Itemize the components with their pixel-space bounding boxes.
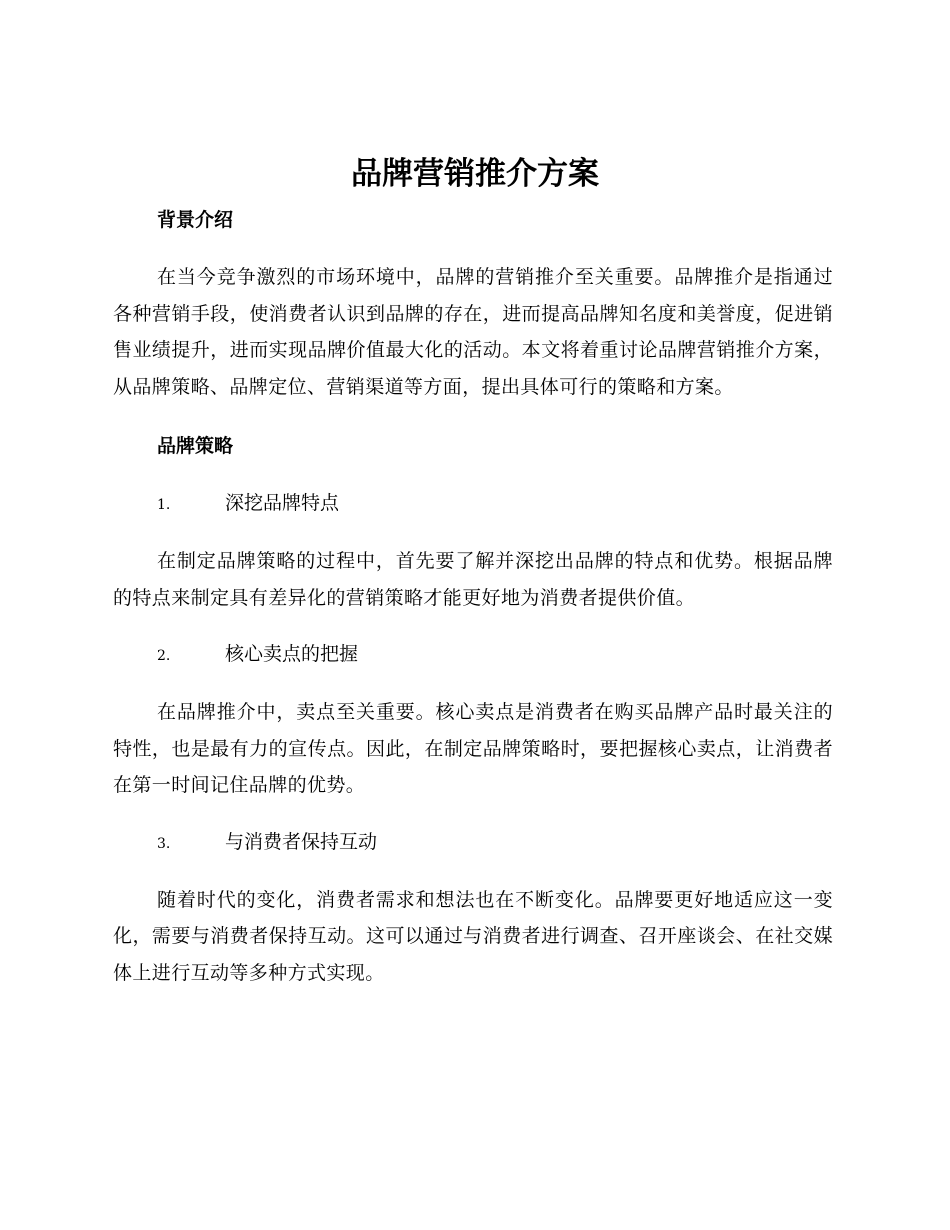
strategy-paragraph: 随着时代的变化，消费者需求和想法也在不断变化。品牌要更好地适应这一变化，需要与消费者保持互动。这可以通过与消费者进行调查、召开座谈会、在社交媒体上进行互动等多种方式实现。 [113,888,833,984]
strategy-paragraph: 在制定品牌策略的过程中，首先要了解并深挖出品牌的特点和优势。根据品牌的特点来制定具有差异化的营销策略才能更好地为消费者提供价值。 [113,550,833,609]
list-item-label: 与消费者保持互动 [225,830,378,853]
strategy-paragraph: 在品牌推介中，卖点至关重要。核心卖点是消费者在购买品牌产品时最关注的特性，也是最有力的宣传点。因此，在制定品牌策略时，要把握核心卖点，让消费者在第一时间记住品牌的优势。 [113,701,833,796]
list-number: 1. [157,497,171,513]
document-title: 品牌营销推介方案 [351,156,599,192]
list-item-label: 深挖品牌特点 [225,492,340,514]
list-item [113,824,833,862]
section-heading-strategy: 品牌策略 [157,435,234,457]
section-heading-background: 背景介绍 [157,209,234,231]
list-number: 3. [157,835,171,852]
background-paragraph: 在当今竞争激烈的市场环境中，品牌的营销推介至关重要。品牌推介是指通过各种营销手段，使消费者认识到品牌的存在，进而提高品牌知名度和美誉度，促进销售业绩提升，进而实现品牌价值最大化的活动。本文将着重讨论品牌营销推介方案，从品牌策略、品牌定位、营销渠道等方面，提出具体可行的策略和方案。 [113,266,833,398]
list-item [113,485,833,523]
list-item [113,636,833,674]
list-number: 2. [157,648,171,664]
list-item-label: 核心卖点的把握 [225,643,359,665]
document-body [113,201,833,991]
